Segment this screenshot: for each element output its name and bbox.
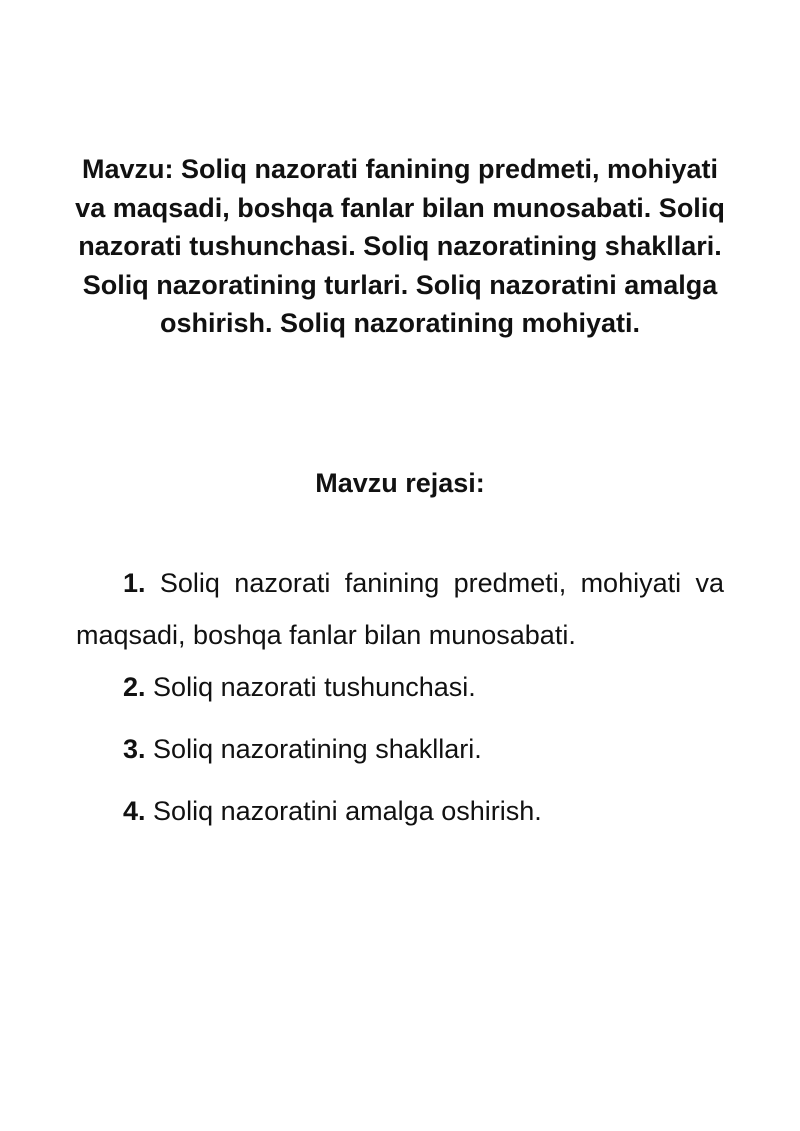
plan-item-text: Soliq nazoratini amalga oshirish. xyxy=(153,796,542,826)
plan-item-4 xyxy=(76,791,724,831)
plan-heading: Mavzu rejasi: xyxy=(315,468,485,498)
plan-list xyxy=(76,557,724,853)
plan-item-number: 4. xyxy=(123,796,146,826)
plan-item-2 xyxy=(76,667,724,707)
plan-item-1 xyxy=(76,557,724,661)
plan-item-3 xyxy=(76,729,724,769)
plan-item-text: Soliq nazorati fanining predmeti, mohiyati va maqsadi, boshqa fanlar bilan munosabati. xyxy=(76,568,724,650)
plan-item-text: Soliq nazorati tushunchasi. xyxy=(153,672,476,702)
plan-item-number: 3. xyxy=(123,734,146,764)
topic-title: Mavzu: Soliq nazorati fanining predmeti, mohiyati va maqsadi, boshqa fanlar bilan munosabati. Soliq nazorati tushunchasi. Soliq nazoratining shakllari. Soliq nazoratining turlari. Soliq nazoratini amalga oshirish. Soliq nazoratining mohiyati. xyxy=(75,154,725,338)
plan-item-number: 2. xyxy=(123,672,146,702)
plan-item-number: 1. xyxy=(123,568,146,598)
plan-item-text: Soliq nazoratining shakllari. xyxy=(153,734,482,764)
